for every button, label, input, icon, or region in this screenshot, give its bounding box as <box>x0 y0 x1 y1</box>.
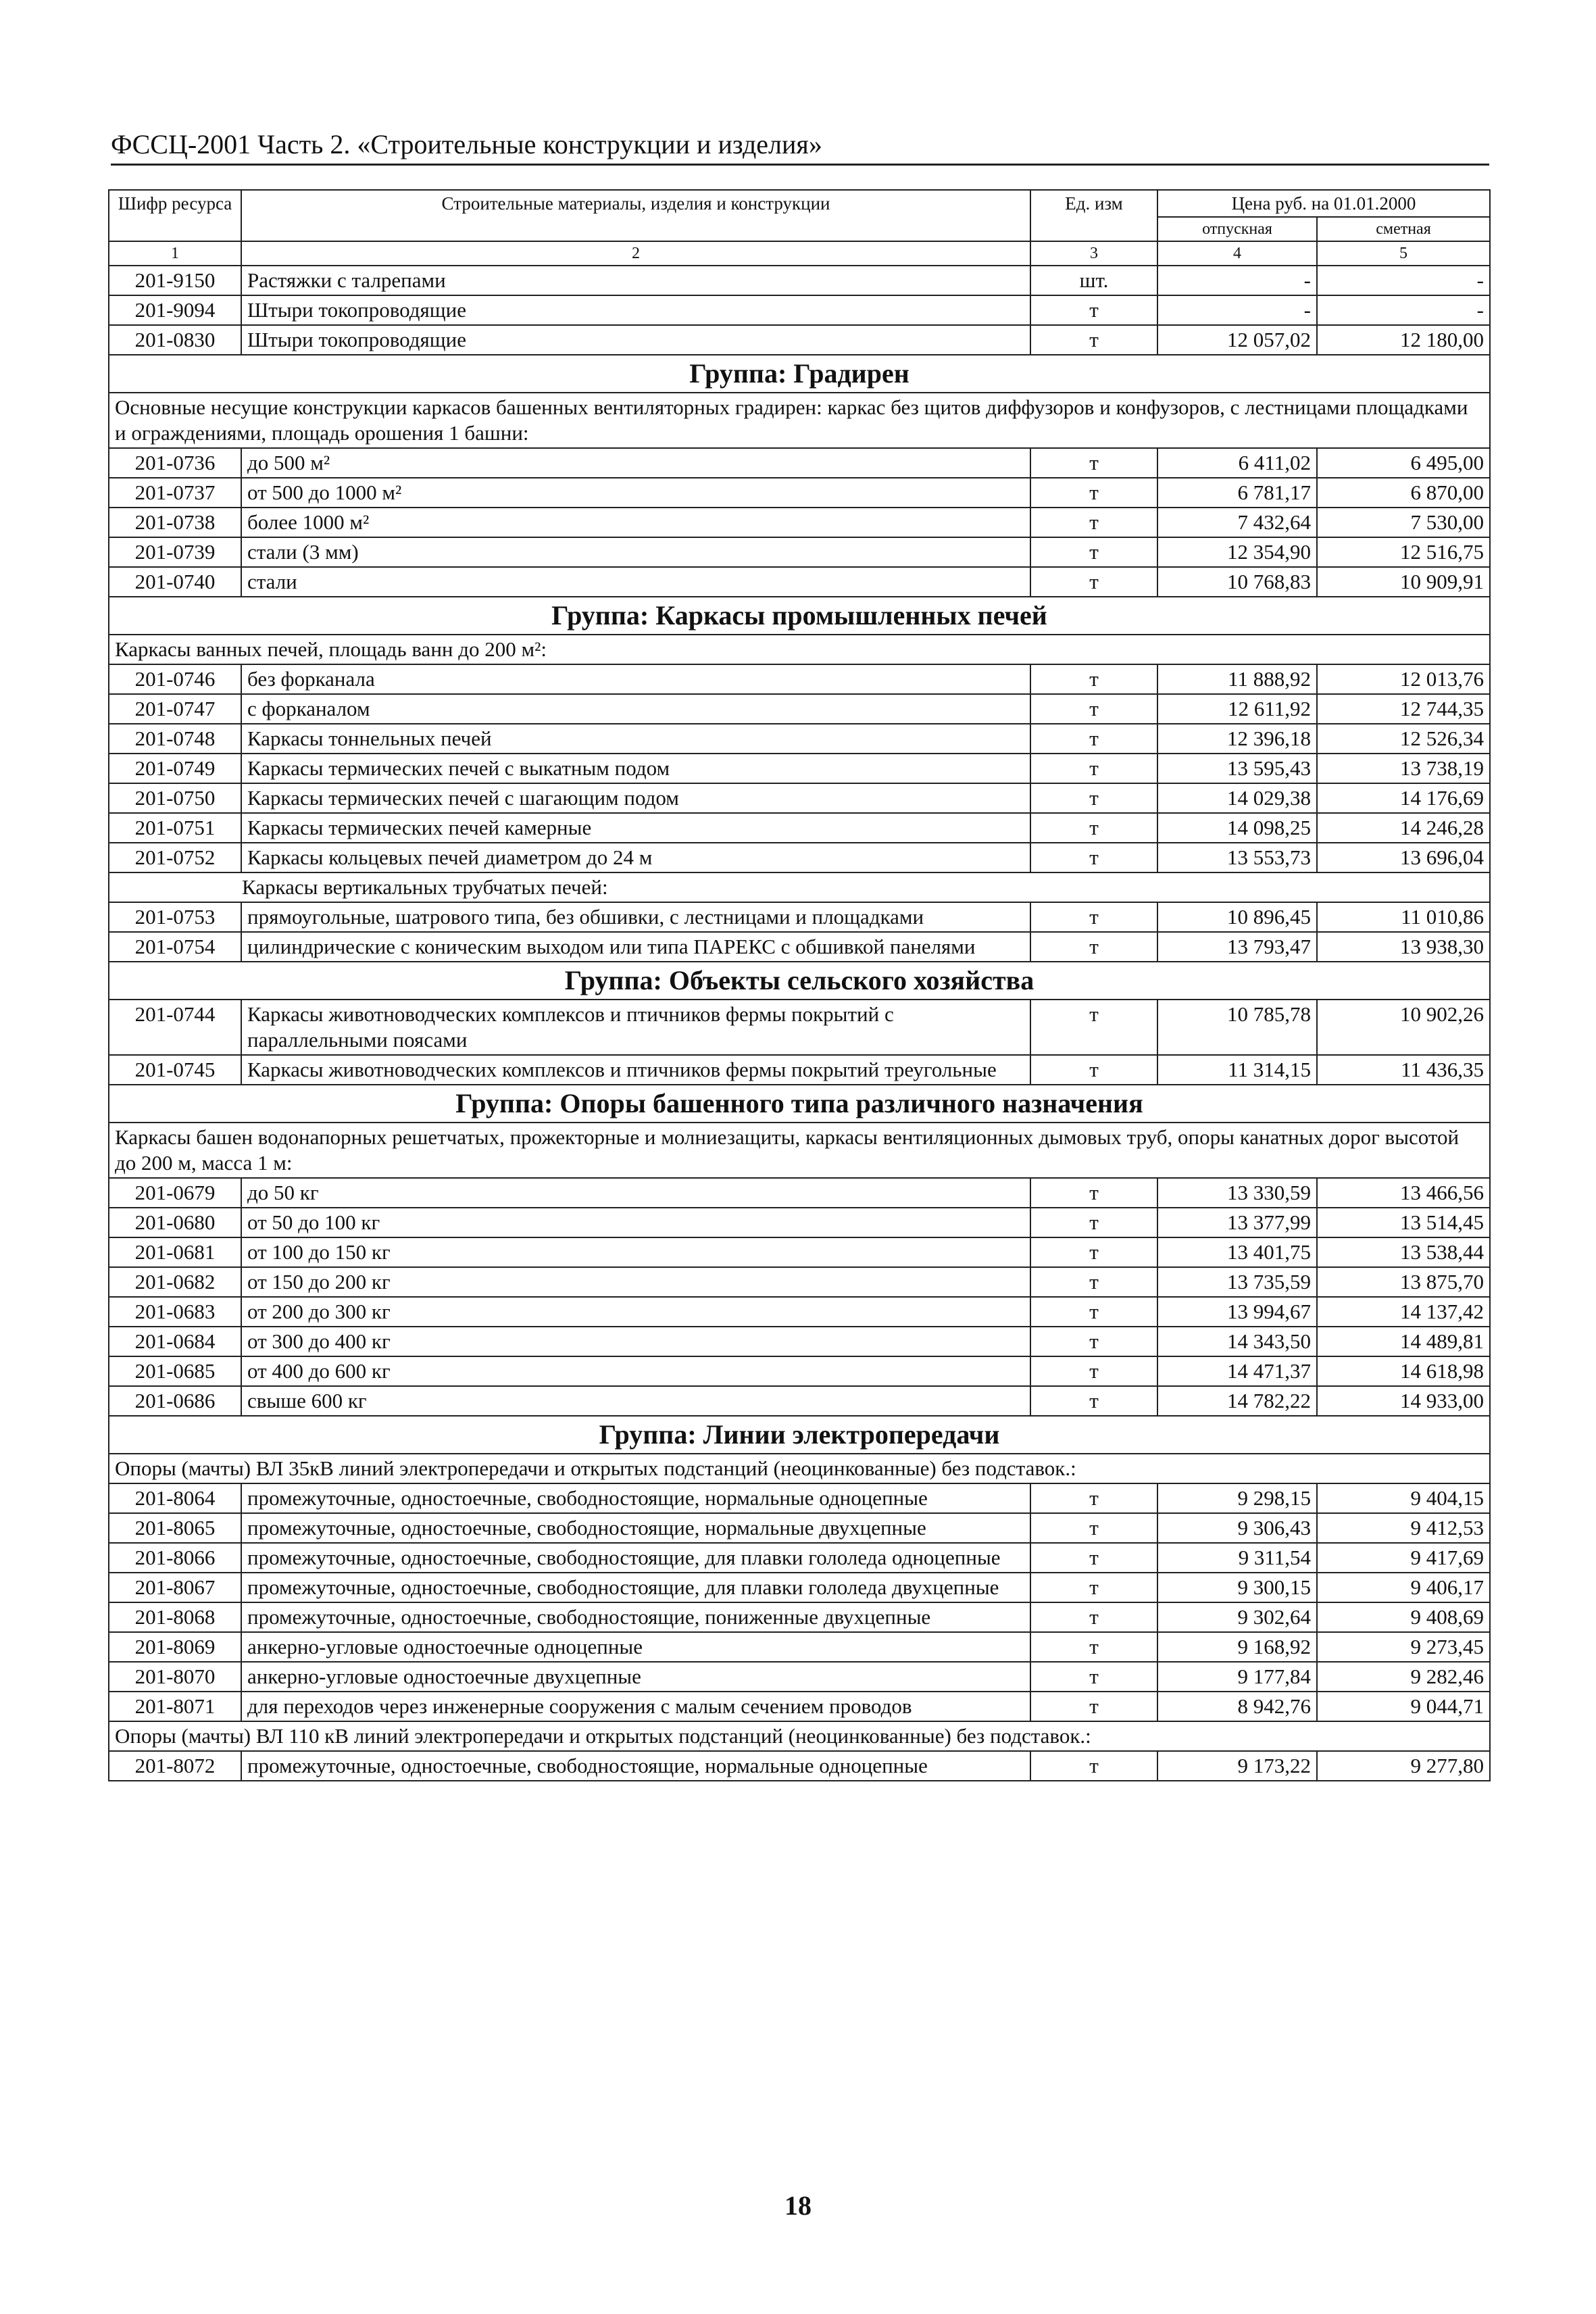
row-name: для переходов через инженерные сооружения с малым сечением проводов <box>241 1692 1030 1721</box>
row-unit: т <box>1030 478 1157 508</box>
row-price-estimate: 9 273,45 <box>1317 1632 1490 1662</box>
row-code: 201-8068 <box>109 1602 241 1632</box>
group-title: Группа: Объекты сельского хозяйства <box>109 962 1490 1000</box>
row-unit: т <box>1030 1543 1157 1573</box>
row-code: 201-0686 <box>109 1386 241 1416</box>
table-row <box>109 448 1490 478</box>
group-note: Каркасы ванных печей, площадь ванн до 200 м²: <box>109 635 1490 664</box>
row-unit: т <box>1030 1208 1157 1237</box>
row-name: стали (3 мм) <box>241 537 1030 567</box>
row-price-estimate: 13 696,04 <box>1317 843 1490 872</box>
table-row <box>109 1237 1490 1267</box>
table-row <box>109 1751 1490 1781</box>
table-row <box>109 1055 1490 1085</box>
row-price-estimate: 13 738,19 <box>1317 754 1490 783</box>
table-row <box>109 1297 1490 1327</box>
row-name: до 500 м² <box>241 448 1030 478</box>
row-unit: т <box>1030 1178 1157 1208</box>
row-unit: т <box>1030 537 1157 567</box>
table-row <box>109 1178 1490 1208</box>
row-name: от 100 до 150 кг <box>241 1237 1030 1267</box>
note-row <box>109 393 1490 448</box>
row-price-wholesale: - <box>1157 295 1317 325</box>
row-name: свыше 600 кг <box>241 1386 1030 1416</box>
row-price-wholesale: 14 029,38 <box>1157 783 1317 813</box>
table-row <box>109 843 1490 872</box>
table-row <box>109 325 1490 355</box>
row-code: 201-0747 <box>109 694 241 724</box>
row-price-wholesale: 10 896,45 <box>1157 902 1317 932</box>
row-price-estimate: 10 902,26 <box>1317 1000 1490 1055</box>
row-unit: т <box>1030 724 1157 754</box>
row-unit: т <box>1030 783 1157 813</box>
row-unit: т <box>1030 1751 1157 1781</box>
row-price-estimate: - <box>1317 295 1490 325</box>
row-code: 201-0680 <box>109 1208 241 1237</box>
row-price-wholesale: 13 793,47 <box>1157 932 1317 962</box>
row-price-wholesale: 13 401,75 <box>1157 1237 1317 1267</box>
row-unit: т <box>1030 1386 1157 1416</box>
group-title: Группа: Градирен <box>109 355 1490 393</box>
row-name: без форканала <box>241 664 1030 694</box>
group-title: Группа: Опоры башенного типа различного назначения <box>109 1085 1490 1123</box>
row-code: 201-0738 <box>109 508 241 537</box>
table-row <box>109 694 1490 724</box>
table-row <box>109 567 1490 597</box>
row-name: Штыри токопроводящие <box>241 325 1030 355</box>
row-price-wholesale: 10 768,83 <box>1157 567 1317 597</box>
group-note: Опоры (мачты) ВЛ 110 кВ линий электропередачи и открытых подстанций (неоцинкованные) без подставок.: <box>109 1721 1490 1751</box>
row-code: 201-0748 <box>109 724 241 754</box>
row-unit: т <box>1030 813 1157 843</box>
row-code: 201-0745 <box>109 1055 241 1085</box>
row-price-wholesale: 9 300,15 <box>1157 1573 1317 1602</box>
row-name: промежуточные, одностоечные, свободностоящие, пониженные двухцепные <box>241 1602 1030 1632</box>
row-name: Каркасы термических печей с выкатным подом <box>241 754 1030 783</box>
table-row <box>109 1692 1490 1721</box>
row-price-wholesale: 13 553,73 <box>1157 843 1317 872</box>
row-price-wholesale: 6 411,02 <box>1157 448 1317 478</box>
row-unit: т <box>1030 843 1157 872</box>
row-code: 201-0830 <box>109 325 241 355</box>
row-name: Каркасы термических печей с шагающим подом <box>241 783 1030 813</box>
row-unit: шт. <box>1030 266 1157 295</box>
header-price: Цена руб. на 01.01.2000 <box>1157 190 1490 217</box>
row-unit: т <box>1030 902 1157 932</box>
group-note: Основные несущие конструкции каркасов башенных вентиляторных градирен: каркас без щитов диффузоров и конфузоров, с лестницами площадками и ограждениями, площадь орошения 1 башни: <box>109 393 1490 448</box>
row-price-estimate: 12 516,75 <box>1317 537 1490 567</box>
row-price-estimate: 14 176,69 <box>1317 783 1490 813</box>
row-price-wholesale: 14 782,22 <box>1157 1386 1317 1416</box>
table-row <box>109 932 1490 962</box>
table-row <box>109 508 1490 537</box>
row-price-wholesale: 14 343,50 <box>1157 1327 1317 1356</box>
table-row <box>109 1483 1490 1513</box>
page-number: 18 <box>784 2190 812 2221</box>
table-row <box>109 537 1490 567</box>
row-price-estimate: 9 406,17 <box>1317 1573 1490 1602</box>
row-price-wholesale: 7 432,64 <box>1157 508 1317 537</box>
row-price-wholesale: 12 057,02 <box>1157 325 1317 355</box>
row-price-wholesale: 13 330,59 <box>1157 1178 1317 1208</box>
row-code: 201-8070 <box>109 1662 241 1692</box>
table-row <box>109 1000 1490 1055</box>
row-code: 201-0750 <box>109 783 241 813</box>
price-table <box>108 189 1491 1781</box>
row-unit: т <box>1030 1327 1157 1356</box>
table-row <box>109 266 1490 295</box>
col-num-3: 3 <box>1030 241 1157 266</box>
row-unit: т <box>1030 448 1157 478</box>
row-unit: т <box>1030 1513 1157 1543</box>
row-unit: т <box>1030 694 1157 724</box>
table-row <box>109 478 1490 508</box>
row-unit: т <box>1030 1573 1157 1602</box>
row-price-wholesale: 13 377,99 <box>1157 1208 1317 1237</box>
note-row <box>109 872 1490 902</box>
table-row <box>109 1573 1490 1602</box>
table-row <box>109 1356 1490 1386</box>
row-code: 201-0751 <box>109 813 241 843</box>
row-price-wholesale: 13 735,59 <box>1157 1267 1317 1297</box>
row-price-wholesale: - <box>1157 266 1317 295</box>
row-price-wholesale: 9 311,54 <box>1157 1543 1317 1573</box>
row-price-wholesale: 14 098,25 <box>1157 813 1317 843</box>
row-code: 201-8066 <box>109 1543 241 1573</box>
row-price-wholesale: 6 781,17 <box>1157 478 1317 508</box>
group-row <box>109 355 1490 393</box>
col-num-4: 4 <box>1157 241 1317 266</box>
row-code: 201-0737 <box>109 478 241 508</box>
row-name: Каркасы термических печей камерные <box>241 813 1030 843</box>
row-price-wholesale: 9 173,22 <box>1157 1751 1317 1781</box>
table-row <box>109 754 1490 783</box>
row-price-estimate: 13 466,56 <box>1317 1178 1490 1208</box>
row-name: промежуточные, одностоечные, свободностоящие, нормальные двухцепные <box>241 1513 1030 1543</box>
table-header-row <box>109 190 1490 217</box>
row-name: анкерно-угловые одностоечные двухцепные <box>241 1662 1030 1692</box>
row-code: 201-8064 <box>109 1483 241 1513</box>
row-price-wholesale: 9 168,92 <box>1157 1632 1317 1662</box>
row-code: 201-0753 <box>109 902 241 932</box>
table-row <box>109 783 1490 813</box>
group-title: Группа: Линии электропередачи <box>109 1416 1490 1454</box>
page-header: ФССЦ-2001 Часть 2. «Строительные конструкции и изделия» <box>111 128 1489 166</box>
row-price-estimate: - <box>1317 266 1490 295</box>
row-name: стали <box>241 567 1030 597</box>
row-name: Каркасы тоннельных печей <box>241 724 1030 754</box>
row-price-estimate: 11 436,35 <box>1317 1055 1490 1085</box>
row-name: промежуточные, одностоечные, свободностоящие, нормальные одноцепные <box>241 1483 1030 1513</box>
col-num-2: 2 <box>241 241 1030 266</box>
row-price-wholesale: 12 396,18 <box>1157 724 1317 754</box>
row-unit: т <box>1030 1000 1157 1055</box>
row-code: 201-9094 <box>109 295 241 325</box>
row-code: 201-9150 <box>109 266 241 295</box>
table-row <box>109 1208 1490 1237</box>
row-code: 201-0749 <box>109 754 241 783</box>
row-name: с форканалом <box>241 694 1030 724</box>
row-code: 201-0684 <box>109 1327 241 1356</box>
row-name: Штыри токопроводящие <box>241 295 1030 325</box>
row-price-estimate: 12 744,35 <box>1317 694 1490 724</box>
row-price-estimate: 12 180,00 <box>1317 325 1490 355</box>
row-unit: т <box>1030 932 1157 962</box>
row-price-wholesale: 13 595,43 <box>1157 754 1317 783</box>
row-code: 201-0746 <box>109 664 241 694</box>
row-code: 201-0739 <box>109 537 241 567</box>
table-row <box>109 295 1490 325</box>
row-price-estimate: 9 044,71 <box>1317 1692 1490 1721</box>
table-row <box>109 813 1490 843</box>
row-price-estimate: 14 489,81 <box>1317 1327 1490 1356</box>
col-num-1: 1 <box>109 241 241 266</box>
note-row <box>109 1454 1490 1483</box>
row-name: от 400 до 600 кг <box>241 1356 1030 1386</box>
row-name: от 300 до 400 кг <box>241 1327 1030 1356</box>
row-code: 201-0681 <box>109 1237 241 1267</box>
row-code: 201-0736 <box>109 448 241 478</box>
row-code: 201-0754 <box>109 932 241 962</box>
row-price-estimate: 11 010,86 <box>1317 902 1490 932</box>
row-code: 201-0683 <box>109 1297 241 1327</box>
row-price-wholesale: 14 471,37 <box>1157 1356 1317 1386</box>
header-unit: Ед. изм <box>1030 190 1157 241</box>
row-price-wholesale: 9 298,15 <box>1157 1483 1317 1513</box>
row-price-estimate: 13 514,45 <box>1317 1208 1490 1237</box>
row-name: Каркасы животноводческих комплексов и птичников фермы покрытий треугольные <box>241 1055 1030 1085</box>
row-unit: т <box>1030 1632 1157 1662</box>
column-numbers-row <box>109 241 1490 266</box>
row-price-wholesale: 9 177,84 <box>1157 1662 1317 1692</box>
table-row <box>109 1386 1490 1416</box>
row-price-estimate: 12 526,34 <box>1317 724 1490 754</box>
row-code: 201-8069 <box>109 1632 241 1662</box>
group-title: Группа: Каркасы промышленных печей <box>109 597 1490 635</box>
row-price-estimate: 7 530,00 <box>1317 508 1490 537</box>
row-price-estimate: 9 408,69 <box>1317 1602 1490 1632</box>
row-price-wholesale: 9 306,43 <box>1157 1513 1317 1543</box>
row-code: 201-8071 <box>109 1692 241 1721</box>
row-unit: т <box>1030 1356 1157 1386</box>
row-name: Каркасы кольцевых печей диаметром до 24 м <box>241 843 1030 872</box>
row-code: 201-8072 <box>109 1751 241 1781</box>
row-price-estimate: 14 137,42 <box>1317 1297 1490 1327</box>
row-name: промежуточные, одностоечные, свободностоящие, нормальные одноцепные <box>241 1751 1030 1781</box>
row-price-wholesale: 10 785,78 <box>1157 1000 1317 1055</box>
table-row <box>109 1632 1490 1662</box>
row-price-estimate: 13 538,44 <box>1317 1237 1490 1267</box>
row-name: Растяжки с талрепами <box>241 266 1030 295</box>
table-row <box>109 1662 1490 1692</box>
table-row <box>109 664 1490 694</box>
row-name: прямоугольные, шатрового типа, без обшивки, с лестницами и площадками <box>241 902 1030 932</box>
header-name: Строительные материалы, изделия и конструкции <box>241 190 1030 241</box>
table-row <box>109 1602 1490 1632</box>
header-wholesale: отпускная <box>1157 217 1317 241</box>
table-row <box>109 724 1490 754</box>
row-price-estimate: 6 495,00 <box>1317 448 1490 478</box>
row-unit: т <box>1030 1692 1157 1721</box>
header-code: Шифр ресурса <box>109 190 241 241</box>
row-code: 201-0752 <box>109 843 241 872</box>
row-name: более 1000 м² <box>241 508 1030 537</box>
group-note: Опоры (мачты) ВЛ 35кВ линий электропередачи и открытых подстанций (неоцинкованные) без подставок.: <box>109 1454 1490 1483</box>
table-row <box>109 1543 1490 1573</box>
row-price-estimate: 14 618,98 <box>1317 1356 1490 1386</box>
group-row <box>109 962 1490 1000</box>
row-unit: т <box>1030 1662 1157 1692</box>
row-name: до 50 кг <box>241 1178 1030 1208</box>
row-price-wholesale: 11 314,15 <box>1157 1055 1317 1085</box>
row-name: от 50 до 100 кг <box>241 1208 1030 1237</box>
row-name: промежуточные, одностоечные, свободностоящие, для плавки гололеда одноцепные <box>241 1543 1030 1573</box>
row-unit: т <box>1030 1237 1157 1267</box>
row-unit: т <box>1030 664 1157 694</box>
row-code: 201-8067 <box>109 1573 241 1602</box>
group-row <box>109 597 1490 635</box>
note-row <box>109 1123 1490 1178</box>
group-row <box>109 1085 1490 1123</box>
group-row <box>109 1416 1490 1454</box>
row-unit: т <box>1030 1055 1157 1085</box>
row-name: промежуточные, одностоечные, свободностоящие, для плавки гололеда двухцепные <box>241 1573 1030 1602</box>
note-row <box>109 1721 1490 1751</box>
row-code: 201-0685 <box>109 1356 241 1386</box>
row-name: от 500 до 1000 м² <box>241 478 1030 508</box>
row-price-estimate: 12 013,76 <box>1317 664 1490 694</box>
row-code: 201-0740 <box>109 567 241 597</box>
row-price-estimate: 14 933,00 <box>1317 1386 1490 1416</box>
row-name: Каркасы животноводческих комплексов и птичников фермы покрытий с параллельными поясами <box>241 1000 1030 1055</box>
row-price-estimate: 13 938,30 <box>1317 932 1490 962</box>
note-row <box>109 635 1490 664</box>
row-code: 201-8065 <box>109 1513 241 1543</box>
row-unit: т <box>1030 1297 1157 1327</box>
row-name: от 200 до 300 кг <box>241 1297 1030 1327</box>
table-row <box>109 1327 1490 1356</box>
row-unit: т <box>1030 295 1157 325</box>
row-price-estimate: 9 404,15 <box>1317 1483 1490 1513</box>
row-price-estimate: 10 909,91 <box>1317 567 1490 597</box>
row-unit: т <box>1030 508 1157 537</box>
table-row <box>109 1267 1490 1297</box>
row-price-estimate: 14 246,28 <box>1317 813 1490 843</box>
row-price-estimate: 13 875,70 <box>1317 1267 1490 1297</box>
row-name: анкерно-угловые одностоечные одноцепные <box>241 1632 1030 1662</box>
row-code: 201-0682 <box>109 1267 241 1297</box>
row-name: цилиндрические с коническим выходом или типа ПАРЕКС с обшивкой панелями <box>241 932 1030 962</box>
row-price-estimate: 9 412,53 <box>1317 1513 1490 1543</box>
row-price-estimate: 9 277,80 <box>1317 1751 1490 1781</box>
row-price-wholesale: 12 611,92 <box>1157 694 1317 724</box>
row-unit: т <box>1030 567 1157 597</box>
group-note: Каркасы вертикальных трубчатых печей: <box>109 872 1490 902</box>
row-price-estimate: 6 870,00 <box>1317 478 1490 508</box>
row-unit: т <box>1030 1267 1157 1297</box>
row-code: 201-0744 <box>109 1000 241 1055</box>
row-unit: т <box>1030 754 1157 783</box>
header-estimate: сметная <box>1317 217 1490 241</box>
col-num-5: 5 <box>1317 241 1490 266</box>
row-price-estimate: 9 282,46 <box>1317 1662 1490 1692</box>
row-unit: т <box>1030 1483 1157 1513</box>
table-row <box>109 902 1490 932</box>
row-unit: т <box>1030 325 1157 355</box>
row-price-wholesale: 11 888,92 <box>1157 664 1317 694</box>
row-price-estimate: 9 417,69 <box>1317 1543 1490 1573</box>
group-note: Каркасы башен водонапорных решетчатых, прожекторные и молниезащиты, каркасы вентиляционных дымовых труб, опоры канатных дорог высотой до 200 м, масса 1 м: <box>109 1123 1490 1178</box>
table-row <box>109 1513 1490 1543</box>
row-price-wholesale: 13 994,67 <box>1157 1297 1317 1327</box>
row-unit: т <box>1030 1602 1157 1632</box>
row-name: от 150 до 200 кг <box>241 1267 1030 1297</box>
row-price-wholesale: 8 942,76 <box>1157 1692 1317 1721</box>
row-price-wholesale: 9 302,64 <box>1157 1602 1317 1632</box>
row-price-wholesale: 12 354,90 <box>1157 537 1317 567</box>
row-code: 201-0679 <box>109 1178 241 1208</box>
